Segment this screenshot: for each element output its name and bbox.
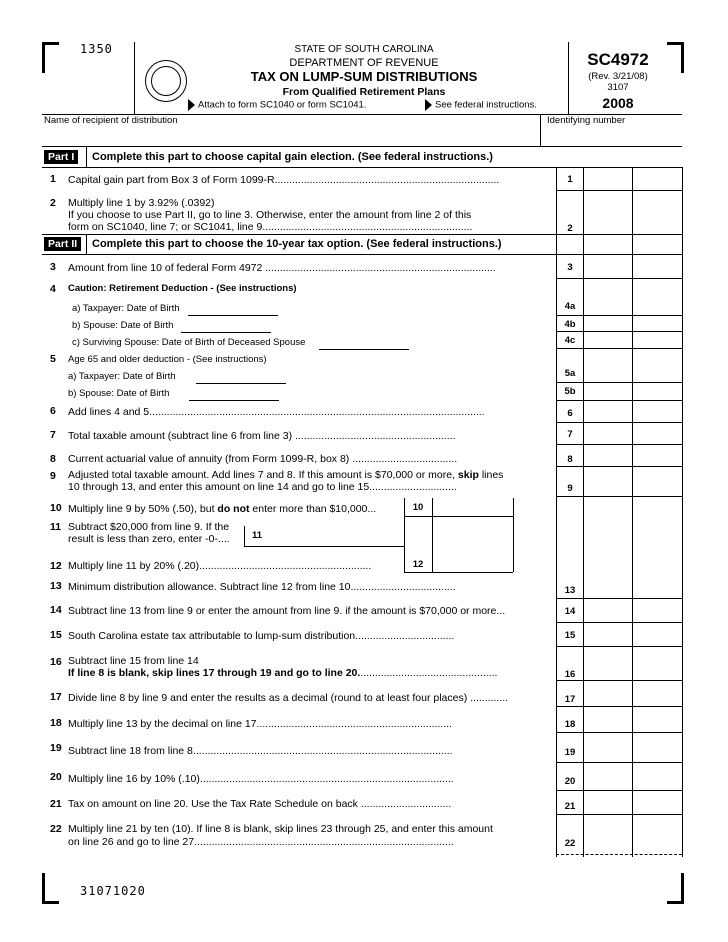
line-5a-amount[interactable] bbox=[585, 363, 681, 381]
line-18-text: Multiply line 13 by the decimal on line 17................................................................... bbox=[68, 718, 452, 730]
line-4c-box: 4c bbox=[564, 335, 576, 346]
attach-text: Attach to form SC1040 or form SC1041. bbox=[198, 99, 367, 111]
line-10-box: 10 bbox=[412, 502, 424, 513]
line-11-entry-line bbox=[244, 546, 404, 547]
line-14-text: Subtract line 13 from line 9 or enter the amount from line 9. if the amount is $70,000 or more... bbox=[68, 605, 506, 617]
line-10-text bbox=[68, 503, 376, 516]
line-9-text-a1: Adjusted total taxable amount. Add lines 7 and 8. If this amount is $70,000 or more, bbox=[68, 469, 458, 481]
line-6-text: Add lines 4 and 5................................................................................................................... bbox=[68, 406, 485, 418]
line-2-box: 2 bbox=[567, 223, 573, 234]
line-2-amount[interactable] bbox=[585, 191, 681, 233]
line-16-text-b bbox=[68, 667, 497, 680]
line-5-text: Age 65 and older deduction - (See instructions) bbox=[68, 354, 267, 365]
line-number: 17 bbox=[50, 691, 62, 703]
line-1-amount[interactable] bbox=[585, 168, 681, 190]
line-number: 11 bbox=[50, 521, 62, 533]
form-title: TAX ON LUMP-SUM DISTRIBUTIONS bbox=[250, 69, 478, 84]
line-14-box: 14 bbox=[564, 606, 576, 617]
line-7-text: Total taxable amount (subtract line 6 from line 3) ....................................................... bbox=[68, 430, 456, 442]
line-3-text: Amount from line 10 of federal Form 4972 ............................................................................... bbox=[68, 262, 496, 274]
line-4b-box: 4b bbox=[564, 319, 576, 330]
line-5a-box: 5a bbox=[564, 368, 576, 379]
line-4b-amount[interactable] bbox=[585, 316, 681, 331]
rule-line9 bbox=[556, 496, 682, 497]
part-2-label: Part II bbox=[44, 237, 81, 251]
line-3-amount[interactable] bbox=[585, 255, 681, 277]
line-22-text-a: Multiply line 21 by ten (10). If line 8 is blank, skip lines 23 through 25, and enter this amount bbox=[68, 823, 493, 835]
arrow-icon bbox=[425, 99, 432, 111]
line-5b-text: b) Spouse: Date of Birth bbox=[68, 388, 170, 399]
state-seal-icon bbox=[145, 60, 187, 102]
line-17-box: 17 bbox=[564, 694, 576, 705]
line-number: 19 bbox=[50, 742, 62, 754]
deceased-spouse-dob-field[interactable] bbox=[319, 340, 409, 350]
line-20-box: 20 bbox=[564, 776, 576, 787]
form-scan-code-bottom: 31071020 bbox=[80, 884, 146, 898]
line-number: 15 bbox=[50, 629, 62, 641]
line-11-text-b: result is less than zero, enter -0-.... bbox=[68, 533, 230, 545]
line-number: 5 bbox=[50, 353, 56, 365]
line-number: 7 bbox=[50, 429, 56, 441]
line-number: 8 bbox=[50, 453, 56, 465]
line-number: 18 bbox=[50, 717, 62, 729]
line-box-column-left bbox=[556, 167, 557, 857]
line-10-text-c: enter more than $10,000... bbox=[249, 503, 377, 515]
line-4b-text: b) Spouse: Date of Birth bbox=[72, 320, 174, 331]
line-2-text-a: Multiply line 1 by 3.92% (.0392) bbox=[68, 197, 215, 209]
line-18-box: 18 bbox=[564, 719, 576, 730]
rule-line4c bbox=[556, 348, 682, 349]
line-15-box: 15 bbox=[564, 630, 576, 641]
line-14-amount[interactable] bbox=[585, 599, 681, 621]
line-box-column-right bbox=[583, 167, 584, 857]
line-number: 9 bbox=[50, 470, 56, 482]
line-15-amount[interactable] bbox=[585, 623, 681, 645]
line-16-dots: ............................................... bbox=[360, 667, 498, 679]
line-18-amount[interactable] bbox=[585, 707, 681, 732]
corner-mark-top-left bbox=[42, 42, 59, 73]
line-11-box: 11 bbox=[251, 530, 263, 541]
line-13-text: Minimum distribution allowance. Subtract line 12 from line 10.................................... bbox=[68, 581, 456, 593]
line-number: 21 bbox=[50, 798, 62, 810]
rule-line22 bbox=[556, 854, 682, 856]
line-16-amount[interactable] bbox=[585, 647, 681, 679]
line-number: 20 bbox=[50, 771, 62, 783]
part-1-title: Complete this part to choose capital gain election. (See federal instructions.) bbox=[92, 151, 493, 163]
attach-instruction bbox=[188, 99, 366, 111]
line-number: 22 bbox=[50, 823, 62, 835]
line-number: 1 bbox=[50, 173, 56, 185]
line-13-box: 13 bbox=[564, 585, 576, 596]
line-5b bbox=[68, 388, 279, 401]
inner-box-mid bbox=[432, 498, 433, 572]
identifying-number-label: Identifying number bbox=[547, 115, 626, 126]
corner-mark-bottom-left bbox=[42, 873, 59, 904]
line-12-box: 12 bbox=[412, 559, 424, 570]
arrow-icon bbox=[188, 99, 195, 111]
form-id: SC4972 bbox=[587, 50, 649, 69]
line-5a bbox=[68, 371, 286, 384]
rule-line3 bbox=[556, 278, 682, 279]
corner-mark-bottom-right bbox=[667, 873, 684, 904]
revision-date: (Rev. 3/21/08) bbox=[588, 71, 648, 82]
rule-name-bottom bbox=[42, 146, 682, 147]
line-22-box: 22 bbox=[564, 838, 576, 849]
line-16-skip-note: If line 8 is blank, skip lines 17 through 19 and go to line 20. bbox=[68, 667, 361, 679]
spouse-dob-65-field[interactable] bbox=[189, 391, 279, 401]
header-divider-left bbox=[134, 42, 135, 114]
line-4a bbox=[72, 303, 278, 316]
line-4c-text: c) Surviving Spouse: Date of Birth of Deceased Spouse bbox=[72, 337, 306, 348]
line-8-box: 8 bbox=[567, 454, 573, 465]
line-21-text: Tax on amount on line 20. Use the Tax Rate Schedule on back ............................... bbox=[68, 798, 452, 810]
line-9-skip: skip bbox=[457, 469, 479, 481]
line-20-amount[interactable] bbox=[585, 763, 681, 789]
line-21-amount[interactable] bbox=[585, 791, 681, 814]
line-number: 6 bbox=[50, 405, 56, 417]
line-4a-box: 4a bbox=[564, 301, 576, 312]
line-13-amount[interactable] bbox=[585, 575, 681, 597]
line-16-box: 16 bbox=[564, 669, 576, 680]
line-9-text-b: 10 through 13, and enter this amount on line 14 and go to line 15.............................. bbox=[68, 481, 457, 493]
line-7-amount[interactable] bbox=[585, 423, 681, 443]
rule-line2 bbox=[42, 234, 682, 235]
line-21-box: 21 bbox=[564, 801, 576, 812]
line-6-box: 6 bbox=[567, 408, 573, 419]
line-9-text-a2: lines bbox=[478, 469, 504, 481]
line-10-amount[interactable] bbox=[434, 498, 512, 516]
inner-box-right bbox=[513, 498, 514, 572]
line-6-amount[interactable] bbox=[585, 401, 681, 422]
line-10-text-a: Multiply line 9 by 50% (.50), but bbox=[68, 503, 218, 515]
line-1-box: 1 bbox=[567, 174, 573, 185]
state-name: STATE OF SOUTH CAROLINA bbox=[294, 44, 434, 55]
taxpayer-dob-65-field[interactable] bbox=[196, 374, 286, 384]
part-1-divider bbox=[86, 147, 87, 167]
line-17-amount[interactable] bbox=[585, 681, 681, 706]
line-number: 3 bbox=[50, 261, 56, 273]
recipient-name-label: Name of recipient of distribution bbox=[44, 115, 178, 126]
line-22-text-b: on line 26 and go to line 27......................................................................................... bbox=[68, 836, 454, 848]
rule-line10 bbox=[404, 516, 513, 517]
line-2-text-c: form on SC1040, line 7; or SC1041, line 9........................................................................ bbox=[68, 221, 473, 233]
line-16-text-a: Subtract line 15 from line 14 bbox=[68, 655, 199, 667]
form-subtitle: From Qualified Retirement Plans bbox=[282, 86, 446, 98]
tax-year: 2008 bbox=[602, 95, 634, 111]
spouse-dob-field[interactable] bbox=[181, 323, 271, 333]
line-9-amount[interactable] bbox=[585, 467, 681, 495]
part-2-divider bbox=[86, 234, 87, 254]
line-4b bbox=[72, 320, 271, 333]
header-divider-right bbox=[568, 42, 569, 114]
line-10-do-not: do not bbox=[217, 503, 250, 515]
line-19-amount[interactable] bbox=[585, 733, 681, 761]
line-5a-text: a) Taxpayer: Date of Birth bbox=[68, 371, 176, 382]
line-7-box: 7 bbox=[567, 429, 573, 440]
line-20-text: Multiply line 16 by 10% (.10)....................................................................................... bbox=[68, 773, 454, 785]
line-19-box: 19 bbox=[564, 747, 576, 758]
line-number: 16 bbox=[50, 656, 62, 668]
form-scan-code-top: 1350 bbox=[80, 42, 113, 56]
line-11-text-a: Subtract $20,000 from line 9. If the bbox=[68, 521, 230, 533]
line-number: 13 bbox=[50, 580, 62, 592]
corner-mark-top-right bbox=[667, 42, 684, 73]
line-9-box: 9 bbox=[567, 483, 573, 494]
amount-column-right bbox=[682, 167, 683, 857]
line-11-amount[interactable] bbox=[272, 527, 402, 545]
taxpayer-dob-field[interactable] bbox=[188, 306, 278, 316]
line-1-text: Capital gain part from Box 3 of Form 1099-R............................................................................. bbox=[68, 174, 500, 186]
line-number: 14 bbox=[50, 604, 62, 616]
part-1-label: Part I bbox=[44, 150, 78, 164]
federal-instruction-note bbox=[425, 99, 537, 111]
line-17-text: Divide line 8 by line 9 and enter the results as a decimal (round to at least four places) ............. bbox=[68, 692, 509, 704]
line-19-text: Subtract line 18 from line 8......................................................................................... bbox=[68, 745, 453, 757]
line-9-text-a bbox=[68, 469, 503, 482]
identifying-number-field[interactable] bbox=[542, 128, 682, 146]
line-4a-amount[interactable] bbox=[585, 298, 681, 314]
line-12-text: Multiply line 11 by 20% (.20)........................................................... bbox=[68, 560, 372, 572]
line-number: 12 bbox=[50, 560, 62, 572]
part-2-title: Complete this part to choose the 10-year tax option. (See federal instructions.) bbox=[92, 238, 502, 250]
line-number: 2 bbox=[50, 197, 56, 209]
rule-line12 bbox=[404, 572, 513, 573]
line-22-amount[interactable] bbox=[585, 815, 681, 853]
line-number: 4 bbox=[50, 283, 56, 295]
line-4c bbox=[72, 337, 409, 350]
department-name: DEPARTMENT OF REVENUE bbox=[289, 57, 439, 69]
line-15-text: South Carolina estate tax attributable to lump-sum distribution.................................. bbox=[68, 630, 455, 642]
id-divider bbox=[540, 114, 541, 146]
line-4a-text: a) Taxpayer: Date of Birth bbox=[72, 303, 180, 314]
line-8-text: Current actuarial value of annuity (from Form 1099-R, box 8) .................................... bbox=[68, 453, 458, 465]
line-4c-amount[interactable] bbox=[585, 332, 681, 348]
recipient-name-field[interactable] bbox=[44, 128, 538, 146]
see-text: See federal instructions. bbox=[435, 99, 537, 111]
line-8-amount[interactable] bbox=[585, 445, 681, 465]
line-5b-box: 5b bbox=[564, 386, 576, 397]
line-2-text-b: If you choose to use Part II, go to line 3. Otherwise, enter the amount from line 2 of this bbox=[68, 209, 472, 221]
line-4-text: Caution: Retirement Deduction - (See instructions) bbox=[68, 283, 297, 294]
line-12-amount[interactable] bbox=[434, 552, 512, 571]
line-5b-amount[interactable] bbox=[585, 383, 681, 400]
form-code: 3107 bbox=[607, 82, 629, 93]
line-3-box: 3 bbox=[567, 262, 573, 273]
line-number: 10 bbox=[50, 502, 62, 514]
